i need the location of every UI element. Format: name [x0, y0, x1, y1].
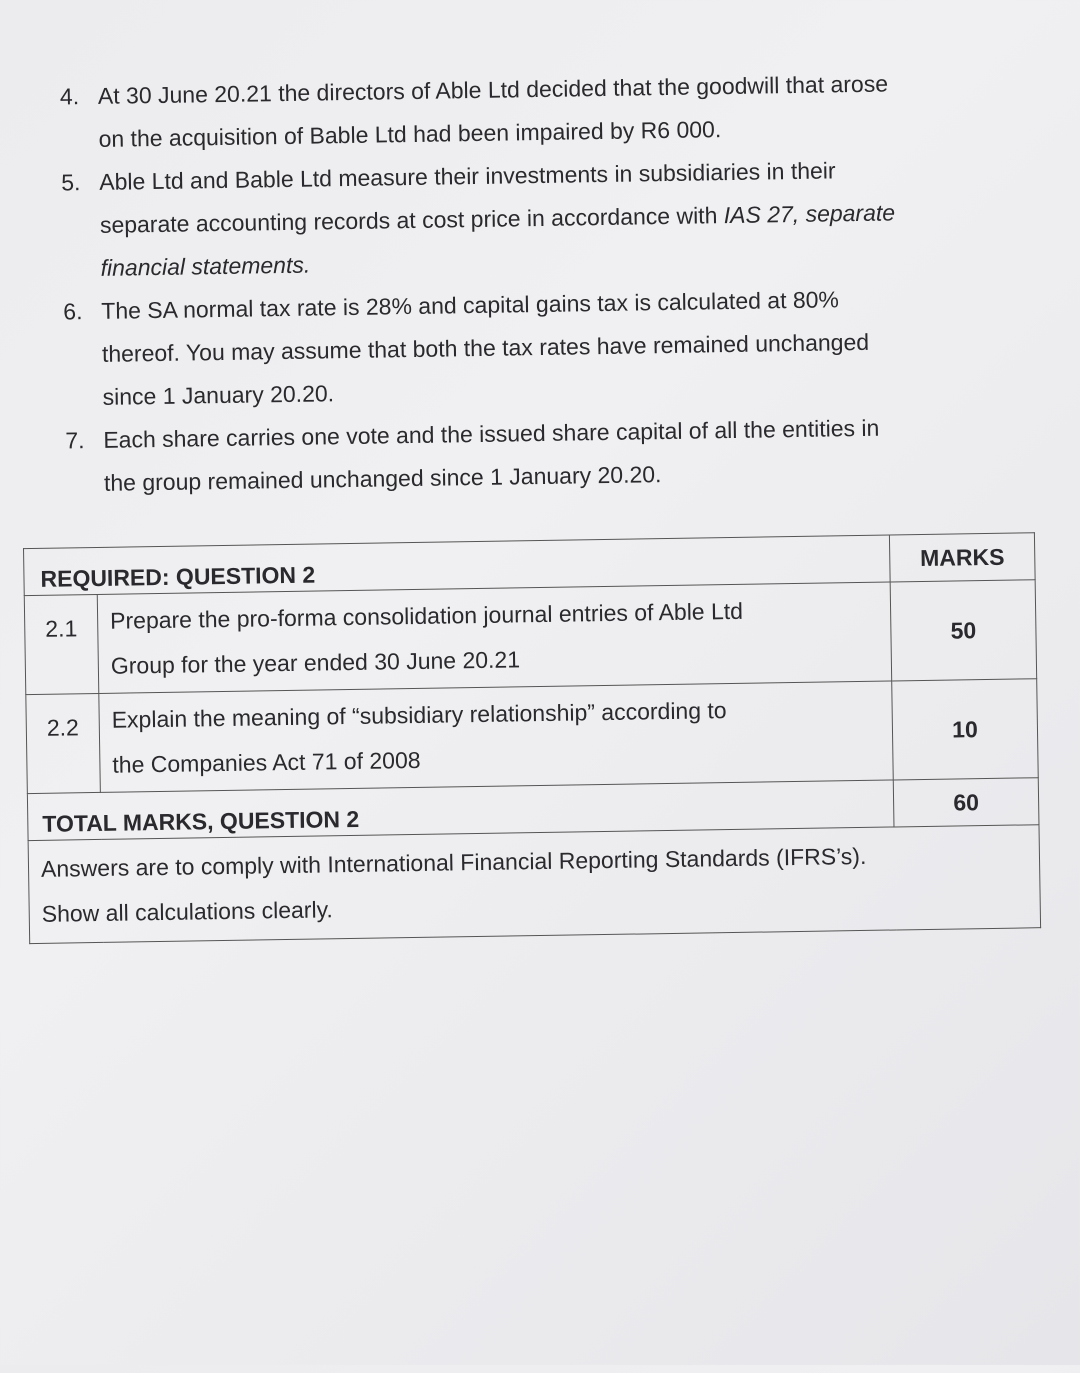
- required-table: [23, 532, 1041, 944]
- question-marks: 10: [892, 679, 1039, 780]
- notes-list: [60, 61, 1017, 506]
- note-number: 7.: [65, 427, 85, 454]
- note-text: The SA normal tax rate is 28% and capital gains tax is calculated at 80% thereof. You may assume that both the tax rates have remained unchanged since 1 January 20.20.: [101, 286, 870, 410]
- table-row: [24, 580, 1036, 695]
- table-title: REQUIRED: QUESTION 2: [24, 535, 891, 596]
- standard-reference-cont: financial statements.: [100, 251, 311, 281]
- footer-row: [28, 825, 1040, 944]
- note-number: 4.: [59, 83, 80, 110]
- note-item-7: [65, 405, 1016, 506]
- note-number: 5.: [61, 169, 81, 196]
- standard-reference: IAS 27, separate: [723, 199, 896, 229]
- note-item-6: [63, 276, 1015, 420]
- question-number: 2.2: [26, 693, 101, 793]
- question-marks: 50: [890, 580, 1037, 681]
- note-text: Able Ltd and Bable Ltd measure their investments in subsidiaries in their separate accounting records at cost price in accordance with IAS 27, separate financial statements.: [99, 147, 1013, 290]
- note-number: 6.: [63, 298, 83, 325]
- question-text: Prepare the pro-forma consolidation journal entries of Able Ltd Group for the year ended 30 June 20.21: [97, 582, 891, 693]
- question-number: 2.1: [24, 594, 99, 694]
- note-text: Each share carries one vote and the issued share capital of all the entities in the group remained unchanged since 1 January 20.20.: [103, 414, 880, 496]
- note-item-5: [61, 147, 1013, 291]
- question-text: Explain the meaning of “subsidiary relationship” according to the Companies Act 71 of 2008: [99, 681, 893, 792]
- instructions: Answers are to comply with International Financial Reporting Standards (IFRS’s). Show all calculations clearly.: [28, 825, 1040, 944]
- table-row: [26, 679, 1038, 794]
- note-text: At 30 June 20.21 the directors of Able Ltd decided that the goodwill that arose on the acquisition of Bable Ltd had been impaired by R6 000.: [97, 70, 889, 152]
- marks-header: MARKS: [889, 533, 1035, 582]
- total-label: TOTAL MARKS, QUESTION 2: [27, 780, 894, 841]
- note-item-4: [60, 61, 1011, 162]
- total-marks: 60: [893, 778, 1039, 827]
